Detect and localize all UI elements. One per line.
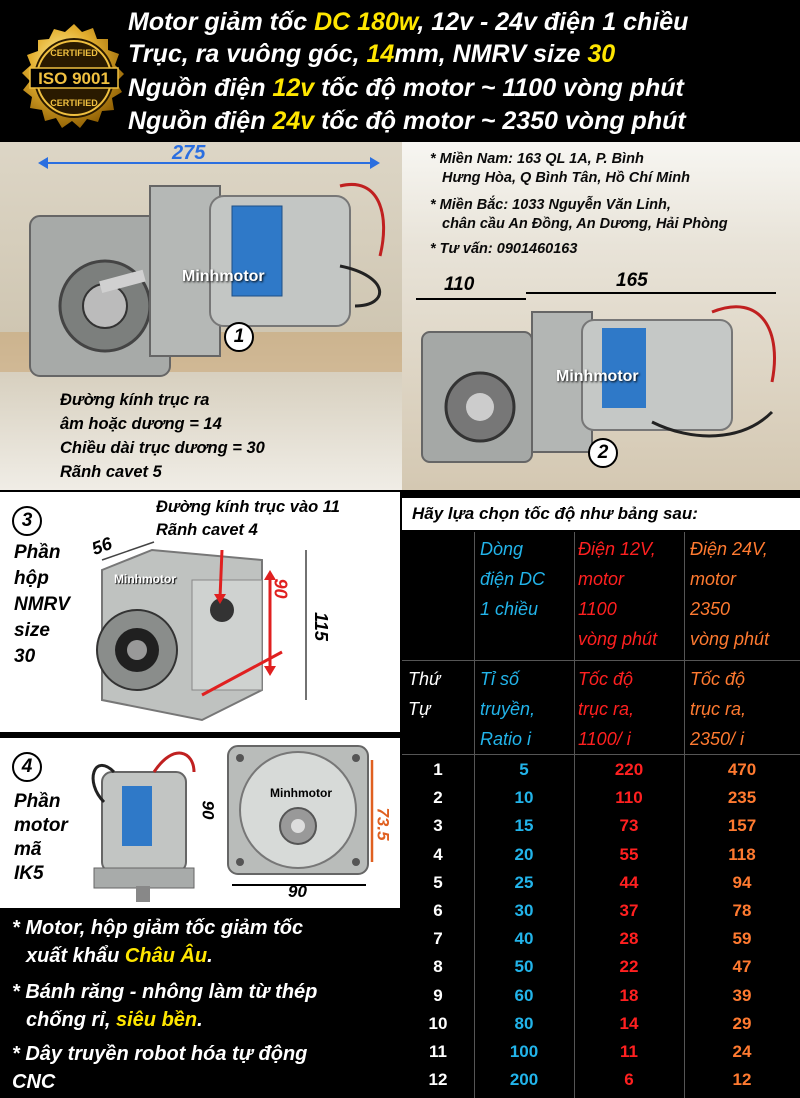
header-line: Điện 24V, xyxy=(690,539,768,559)
header-line: 2350/ i xyxy=(690,729,745,749)
feature-bullet-1 xyxy=(12,914,303,970)
row-speed-24v: 47 xyxy=(732,957,752,977)
bullet-highlight: Châu Âu xyxy=(124,945,208,967)
table-row xyxy=(402,984,800,1012)
photo-2-motor xyxy=(402,142,800,490)
row-speed-24v: 118 xyxy=(728,844,756,864)
table-title: Hãy lựa chọn tốc độ như bảng sau: xyxy=(402,498,800,530)
arrow-right-icon xyxy=(370,157,380,169)
contact-phone: * Tư vấn: 0901460163 xyxy=(430,241,578,257)
table-row xyxy=(402,843,800,871)
contact-info xyxy=(430,150,728,259)
header-highlight: 12v xyxy=(272,74,315,102)
header-line-2 xyxy=(128,40,615,69)
row-order: 11 xyxy=(429,1042,447,1061)
header-24v xyxy=(690,534,769,654)
input-shaft-spec xyxy=(156,496,340,542)
row-order: 6 xyxy=(433,901,443,920)
row-speed-12v: 37 xyxy=(619,901,639,920)
header-line: Điện 12V, xyxy=(578,539,656,559)
bullet-text: * Dây truyền robot hóa tự động xyxy=(12,1043,308,1065)
header-text: Motor giảm tốc xyxy=(128,8,315,36)
row-order: 12 xyxy=(428,1070,448,1090)
table-row xyxy=(402,786,800,814)
panel-label-line: IK5 xyxy=(14,863,44,884)
header-line: trục ra, xyxy=(578,699,635,719)
header-ratio xyxy=(480,664,535,754)
photo-number-1: 1 xyxy=(224,322,254,352)
row-order: 7 xyxy=(433,929,443,949)
photo-number-2: 2 xyxy=(588,438,618,468)
table-row xyxy=(402,1068,800,1096)
header-line: Tỉ số xyxy=(480,669,520,689)
row-speed-12v: 220 xyxy=(614,760,644,779)
row-speed-12v: 6 xyxy=(624,1070,634,1090)
panel-label-line: Phần xyxy=(14,542,61,563)
dim-275-label: 275 xyxy=(172,142,206,164)
row-speed-12v: 14 xyxy=(619,1013,639,1033)
panel-4-motor xyxy=(0,738,400,908)
contact-south-line: * Miền Nam: 163 QL 1A, P. Bình xyxy=(430,151,644,167)
bullet-text: chống rỉ, xyxy=(26,1009,116,1031)
row-speed-24v: 78 xyxy=(732,901,752,920)
header-text: Nguồn điện xyxy=(128,107,273,135)
row-ratio: 5 xyxy=(519,760,529,779)
row-ratio: 10 xyxy=(514,788,534,808)
header-line: Ratio i xyxy=(480,729,532,749)
row-ratio: 50 xyxy=(514,957,534,977)
row-speed-12v: 18 xyxy=(619,985,639,1005)
brand-watermark: Minhmotor xyxy=(114,572,176,586)
panel-label-line: mã xyxy=(14,839,42,860)
header-12v xyxy=(578,534,657,654)
row-speed-12v: 28 xyxy=(619,929,639,949)
header-text: tốc độ motor ~ 1100 vòng phút xyxy=(314,74,684,102)
header-line: trục ra, xyxy=(690,699,747,719)
header-text: , 12v - 24v điện 1 chiều xyxy=(417,8,689,36)
dim-73-5-label: 73.5 xyxy=(373,807,393,841)
header-output-24v xyxy=(690,664,746,754)
row-speed-24v: 157 xyxy=(727,816,757,836)
row-speed-24v: 39 xyxy=(732,985,752,1005)
header-order xyxy=(408,664,440,724)
panel-number-3: 3 xyxy=(12,506,42,536)
dim-165-label: 165 xyxy=(616,270,648,291)
row-ratio: 40 xyxy=(514,929,534,949)
row-order: 2 xyxy=(433,788,443,808)
row-speed-24v: 24 xyxy=(732,1042,752,1061)
header-line: Tốc độ xyxy=(690,669,746,689)
row-ratio: 15 xyxy=(514,816,534,836)
row-speed-24v: 470 xyxy=(727,760,757,779)
panel-label-line: hộp xyxy=(14,568,49,589)
row-ratio: 25 xyxy=(514,872,534,892)
row-speed-24v: 94 xyxy=(732,872,752,892)
header-line-1 xyxy=(128,8,688,37)
row-speed-12v: 22 xyxy=(619,957,639,977)
input-shaft-line: Đường kính trục vào 11 xyxy=(156,498,340,516)
panel-label-line: 30 xyxy=(14,646,36,667)
row-ratio: 20 xyxy=(514,844,534,864)
iso-9001-badge-icon xyxy=(18,22,130,134)
brand-watermark: Minhmotor xyxy=(270,786,332,800)
dim-115-label: 115 xyxy=(310,612,331,641)
contact-south-line: Hưng Hòa, Q Bình Tân, Hồ Chí Minh xyxy=(442,170,690,186)
table-grid-line xyxy=(402,660,800,661)
header-line: Tự xyxy=(408,699,431,719)
bullet-text: CNC xyxy=(12,1071,56,1093)
iso-bottom-text: CERTIFIED xyxy=(50,98,98,108)
panel-label-line: NMRV xyxy=(14,594,70,615)
iso-main-text: ISO 9001 xyxy=(38,69,110,88)
header-line: điện DC xyxy=(480,569,546,589)
dim-56-label: 56 xyxy=(89,533,115,559)
dim-90-label: 90 xyxy=(270,578,291,599)
row-speed-12v: 55 xyxy=(619,844,639,864)
header-line: motor xyxy=(578,569,625,589)
bullet-text: * Motor, hộp giảm tốc giảm tốc xyxy=(12,917,304,939)
bullet-text: . xyxy=(197,1009,203,1031)
bullet-text: . xyxy=(207,945,213,967)
header-line: 1100 xyxy=(578,599,617,619)
motor-side-illustration xyxy=(84,742,204,902)
feature-bullet-2 xyxy=(12,978,317,1034)
header-highlight: 30 xyxy=(587,40,616,68)
header-line: Thứ xyxy=(408,669,441,689)
dim-90-vertical-label: 90 xyxy=(198,800,218,820)
row-ratio: 60 xyxy=(514,985,534,1005)
shaft-spec-line: Đường kính trục ra xyxy=(60,391,210,409)
header-text: Trục, ra vuông góc, xyxy=(128,40,367,68)
bullet-highlight: siêu bền xyxy=(116,1009,198,1031)
row-speed-24v: 59 xyxy=(732,929,752,949)
bullet-text: xuất khẩu xyxy=(26,945,125,967)
row-order: 5 xyxy=(433,872,443,892)
row-ratio: 200 xyxy=(509,1070,539,1090)
table-row xyxy=(402,1012,800,1040)
header-text: Nguồn điện xyxy=(128,74,273,102)
header-output-12v xyxy=(578,664,634,754)
gearbox-illustration xyxy=(82,540,322,730)
row-speed-12v: 73 xyxy=(619,816,639,836)
row-speed-12v: 110 xyxy=(615,788,643,808)
row-order: 1 xyxy=(433,760,443,779)
panel-label-line: motor xyxy=(14,815,68,836)
header-highlight: 24v xyxy=(272,107,315,135)
table-row xyxy=(402,758,800,786)
shaft-spec-line: Rãnh cavet 5 xyxy=(60,463,162,481)
table-row xyxy=(402,955,800,983)
header-line: 1100/ i xyxy=(578,729,631,749)
feature-bullet-3 xyxy=(12,1040,307,1096)
shaft-spec-text xyxy=(60,388,265,484)
header-line: truyền, xyxy=(480,699,536,719)
panel-3-gearbox xyxy=(0,492,400,732)
row-speed-12v: 11 xyxy=(620,1042,638,1061)
header-line: motor xyxy=(690,569,737,589)
dim-90-horizontal-label: 90 xyxy=(288,882,307,901)
bullet-text: * Bánh răng - nhông làm từ thép xyxy=(12,981,318,1003)
header-line: 2350 xyxy=(690,599,731,619)
row-ratio: 30 xyxy=(514,901,534,920)
header-line: 1 chiều xyxy=(480,599,539,619)
header-line: vòng phút xyxy=(578,629,658,649)
header-line: vòng phút xyxy=(690,629,770,649)
brand-watermark: Minhmotor xyxy=(556,368,639,385)
iso-top-text: CERTIFIED xyxy=(50,48,98,58)
input-shaft-line: Rãnh cavet 4 xyxy=(156,521,258,539)
shaft-spec-line: Chiều dài trục dương = 30 xyxy=(60,439,265,457)
header-line: Tốc độ xyxy=(578,669,634,689)
arrow-left-icon xyxy=(38,157,48,169)
row-order: 10 xyxy=(428,1013,448,1033)
header-text: mm, NMRV size xyxy=(394,40,588,68)
row-order: 3 xyxy=(433,816,443,836)
table-row xyxy=(402,927,800,955)
dim-arrow-165 xyxy=(526,292,776,294)
header-line-3 xyxy=(128,74,684,103)
panel-label-line: Phần xyxy=(14,791,61,812)
row-speed-24v: 235 xyxy=(727,788,757,808)
dim-arrow-275 xyxy=(42,162,372,164)
contact-north-line: chân cầu An Đồng, An Dương, Hải Phòng xyxy=(442,216,728,232)
contact-north-line: * Miền Bắc: 1033 Nguyễn Văn Linh, xyxy=(430,197,671,213)
dim-110-label: 110 xyxy=(444,274,475,295)
header-highlight: 14 xyxy=(366,40,395,68)
table-row xyxy=(402,871,800,899)
motor-front-illustration xyxy=(222,740,378,880)
table-grid-line xyxy=(402,754,800,755)
shaft-spec-line: âm hoặc dương = 14 xyxy=(60,415,222,433)
photo-1-motor xyxy=(0,142,430,490)
row-speed-24v: 29 xyxy=(732,1013,752,1033)
panel-label-line: size xyxy=(14,620,50,641)
row-order: 4 xyxy=(433,844,443,864)
row-speed-12v: 44 xyxy=(619,872,639,892)
header-highlight: DC 180w xyxy=(314,8,418,36)
panel-3-label xyxy=(14,540,70,670)
panel-number-4: 4 xyxy=(12,752,42,782)
header-line-4 xyxy=(128,107,686,136)
row-speed-24v: 12 xyxy=(732,1070,752,1090)
header-text: tốc độ motor ~ 2350 vòng phút xyxy=(314,107,686,135)
brand-watermark: Minhmotor xyxy=(182,268,265,285)
header-dc-current xyxy=(480,534,545,624)
header-line: Dòng xyxy=(480,539,524,559)
row-order: 8 xyxy=(433,957,443,977)
table-row xyxy=(402,814,800,842)
dim-arrow-110 xyxy=(416,298,526,300)
row-ratio: 80 xyxy=(514,1013,534,1033)
speed-table xyxy=(402,532,800,1098)
row-order: 9 xyxy=(433,985,443,1005)
table-row xyxy=(402,1040,800,1068)
row-ratio: 100 xyxy=(509,1042,539,1061)
panel-4-label xyxy=(14,790,68,886)
table-row xyxy=(402,899,800,927)
